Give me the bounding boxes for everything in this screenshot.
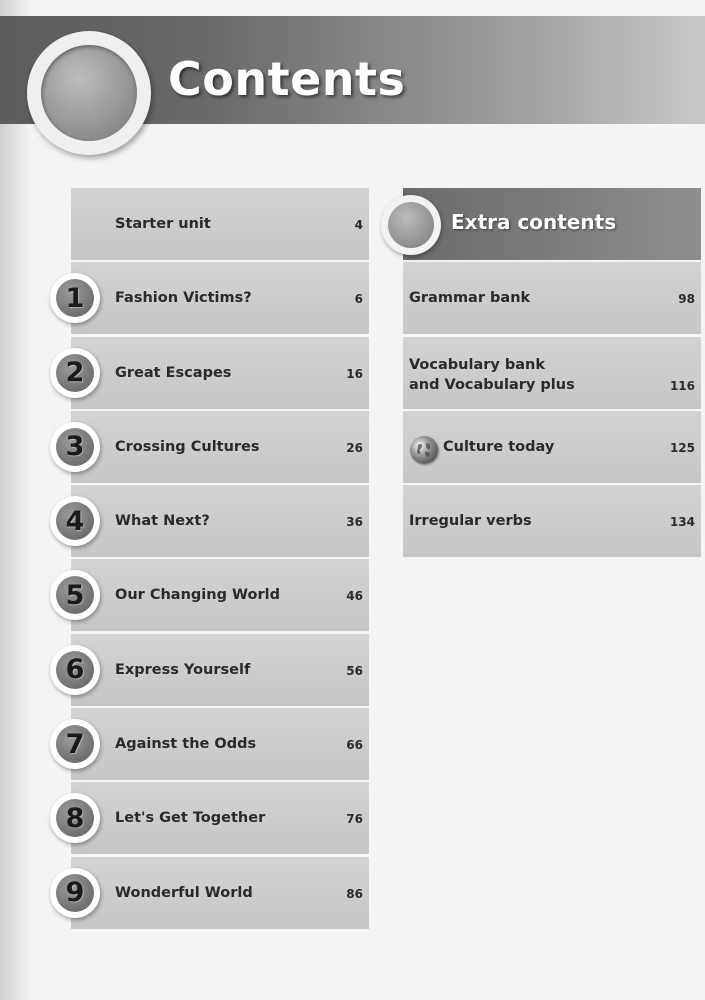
page-number: 36 (346, 515, 363, 530)
extra-item-title (409, 355, 575, 395)
unit-title: Wonderful World (115, 884, 253, 901)
unit-title: Against the Odds (115, 736, 257, 753)
unit-title: Great Escapes (115, 364, 232, 381)
extra-item-title: Grammar bank (409, 290, 531, 307)
unit-title: Our Changing World (115, 587, 280, 604)
toc-row-unit-7[interactable] (65, 708, 369, 780)
page-number: 66 (346, 738, 363, 753)
extra-row-irregular-verbs[interactable] (403, 485, 701, 557)
page-number: 116 (669, 378, 695, 393)
extra-contents-list (403, 188, 701, 559)
unit-number-badge (50, 348, 100, 398)
unit-title: Crossing Cultures (115, 438, 260, 455)
unit-number-badge (50, 868, 100, 918)
toc-row-unit-3[interactable] (65, 411, 369, 483)
extra-row-culture-today[interactable] (403, 411, 701, 483)
unit-number-badge (50, 273, 100, 323)
toc-row-unit-8[interactable] (65, 782, 369, 854)
page-number: 134 (669, 515, 695, 530)
toc-row-unit-9[interactable] (65, 857, 369, 929)
toc-row-unit-2[interactable] (65, 337, 369, 409)
unit-number-badge (50, 422, 100, 472)
unit-number: 6 (65, 654, 85, 686)
extra-item-title: Culture today (443, 438, 555, 455)
unit-title: Starter unit (115, 216, 211, 232)
toc-row-unit-1[interactable] (65, 262, 369, 334)
unit-title: Let's Get Together (115, 810, 266, 827)
unit-number: 1 (65, 282, 85, 314)
page-number: 46 (346, 589, 363, 604)
page-number: 76 (346, 812, 363, 827)
page-number: 16 (346, 366, 363, 381)
unit-number: 4 (65, 505, 85, 537)
extra-item-title: Irregular verbs (409, 513, 532, 530)
unit-number-badge (50, 719, 100, 769)
unit-number: 9 (65, 877, 85, 909)
page-number: 26 (346, 440, 363, 455)
page-title: Contents (168, 52, 406, 106)
extra-contents-title: Extra contents (451, 210, 617, 234)
units-list (65, 188, 369, 931)
unit-number-badge (50, 793, 100, 843)
extra-contents-header (403, 188, 701, 260)
extra-row-vocabulary-bank[interactable] (403, 337, 701, 409)
unit-number: 8 (65, 802, 85, 834)
extra-item-title-line-2: and Vocabulary plus (409, 376, 575, 393)
unit-number-badge (50, 645, 100, 695)
unit-number: 7 (65, 728, 85, 760)
unit-title: Express Yourself (115, 661, 251, 678)
toc-row-unit-4[interactable] (65, 485, 369, 557)
unit-number: 2 (65, 357, 85, 389)
extra-circle-icon (381, 195, 441, 255)
toc-row-unit-5[interactable] (65, 559, 369, 631)
unit-number: 5 (65, 579, 85, 611)
unit-number: 3 (65, 431, 85, 463)
extra-item-title-line-1: Vocabulary bank (409, 356, 546, 373)
page-number: 98 (678, 292, 695, 307)
header-circle-icon (27, 31, 151, 155)
globe-icon (410, 436, 438, 464)
toc-row-starter-unit[interactable] (71, 188, 369, 260)
page-number: 4 (354, 218, 363, 232)
extra-row-grammar-bank[interactable] (403, 262, 701, 334)
unit-number-badge (50, 496, 100, 546)
page-edge-shadow (0, 0, 30, 1000)
toc-row-unit-6[interactable] (65, 634, 369, 706)
page-number: 86 (346, 886, 363, 901)
page-number: 56 (346, 663, 363, 678)
page-number: 6 (354, 292, 363, 307)
unit-title: What Next? (115, 513, 210, 530)
unit-title: Fashion Victims? (115, 290, 252, 307)
unit-number-badge (50, 570, 100, 620)
page-number: 125 (669, 440, 695, 455)
